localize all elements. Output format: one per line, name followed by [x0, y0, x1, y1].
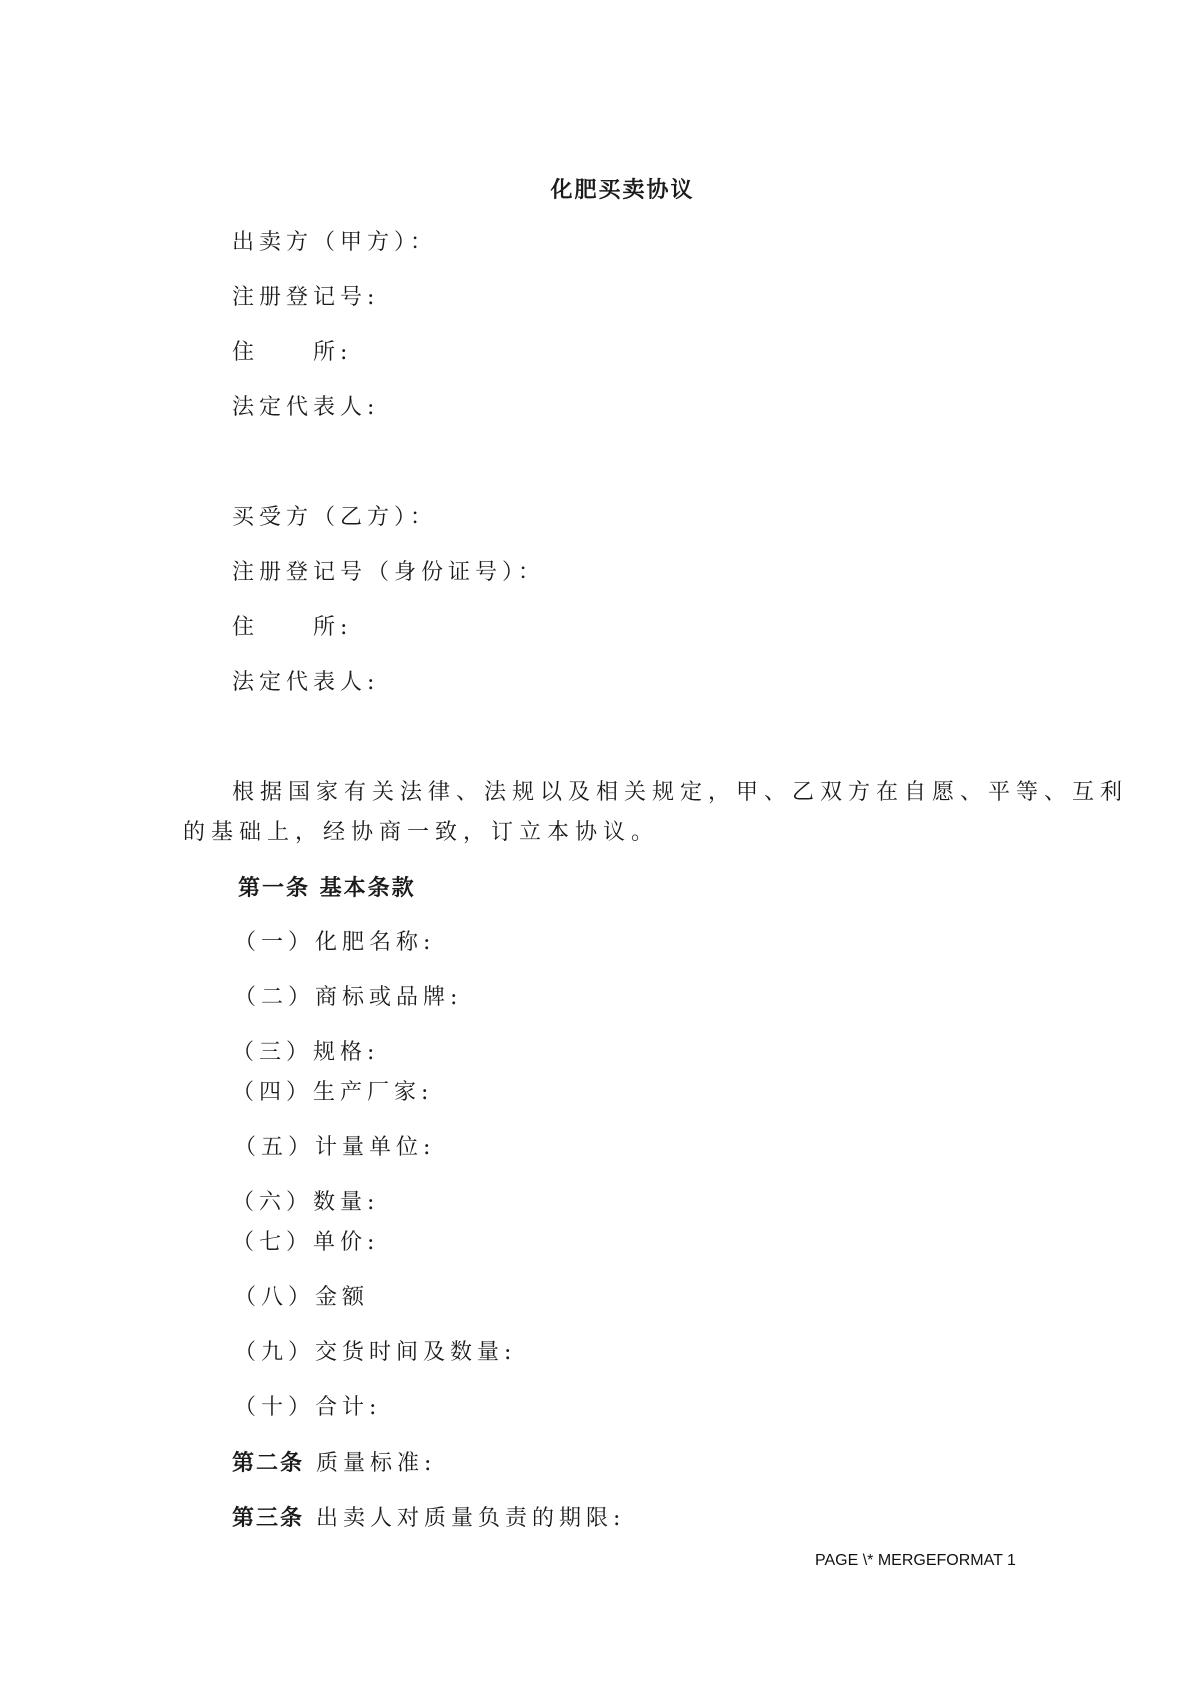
- article1-item-9: （九）交货时间及数量:: [234, 1340, 517, 1365]
- article3-text: 出卖人对质量负责的期限:: [304, 1506, 626, 1531]
- article2-label: 第二条: [232, 1450, 305, 1476]
- buyer-party-label: 买受方（乙方）：: [232, 505, 438, 530]
- article1-item-4: （四）生产厂家:: [232, 1080, 434, 1105]
- seller-legal-rep-label: 法定代表人:: [232, 395, 380, 420]
- page-number-field: PAGE \* MERGEFORMAT 1: [815, 1552, 1016, 1569]
- article1-item-7: （七）单价:: [232, 1230, 380, 1255]
- seller-party-label: 出卖方（甲方）：: [232, 230, 438, 255]
- buyer-reg-no-label: 注册登记号（身份证号）：: [232, 560, 546, 585]
- article1-item-3: （三）规格:: [232, 1040, 380, 1065]
- article1-item-8: （八）金额: [234, 1285, 370, 1310]
- seller-address-label: 住 所:: [232, 340, 353, 365]
- article1-heading: 第一条 基本条款: [238, 875, 416, 901]
- seller-reg-no-label: 注册登记号:: [232, 285, 380, 310]
- article2: [232, 1448, 436, 1479]
- article2-text: 质量标准:: [304, 1451, 437, 1476]
- article1-item-6: （六）数量:: [232, 1190, 380, 1215]
- article1-item-2: （二）商标或品牌:: [234, 985, 463, 1010]
- document-title: 化肥买卖协议: [550, 177, 695, 203]
- buyer-address-label: 住 所:: [232, 615, 353, 640]
- preamble-line-2: 的基础上，经协商一致，订立本协议。: [183, 820, 660, 845]
- article3: [232, 1503, 625, 1534]
- article3-label: 第三条: [232, 1505, 305, 1531]
- preamble-line-1: 根据国家有关法律、法规以及相关规定，甲、乙双方在自愿、平等、互利: [232, 780, 1129, 805]
- article1-item-1: （一）化肥名称:: [234, 930, 436, 955]
- article1-item-10: （十）合计:: [234, 1395, 382, 1420]
- article1-item-5: （五）计量单位:: [234, 1135, 436, 1160]
- buyer-legal-rep-label: 法定代表人:: [232, 670, 380, 695]
